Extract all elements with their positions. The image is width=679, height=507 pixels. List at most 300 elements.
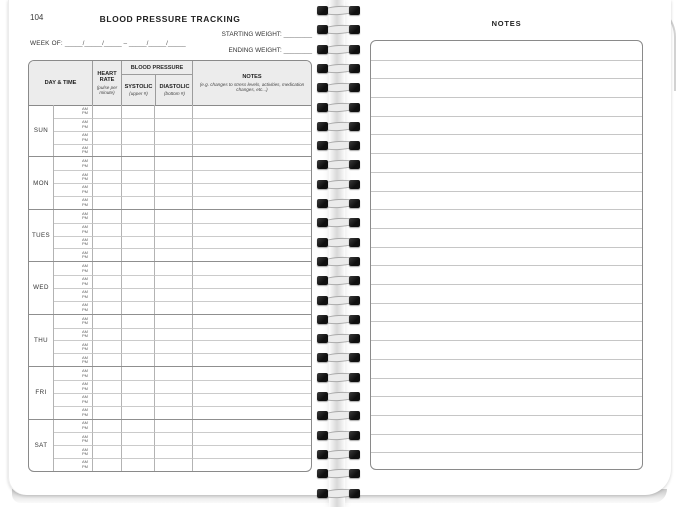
diastolic-entry-cell: [154, 393, 192, 406]
spiral-hole-right: [349, 334, 360, 343]
spiral-hole-right: [349, 180, 360, 189]
heart-rate-entry-cell: [92, 144, 121, 157]
diastolic-entry-cell: [154, 328, 192, 341]
spiral-hole-right: [349, 315, 360, 324]
pm-label: PM: [82, 123, 88, 129]
systolic-entry-cell: [121, 105, 154, 118]
spiral-ring: [316, 352, 362, 364]
spiral-ring: [316, 333, 362, 345]
week-of-label: WEEK OF:: [30, 40, 63, 47]
spiral-hole-left: [317, 315, 328, 324]
systolic-sublabel: (upper #): [129, 91, 148, 97]
ending-weight-label: ENDING WEIGHT:: [228, 47, 282, 54]
spiral-hole-left: [317, 103, 328, 112]
am-label: AM: [82, 171, 88, 177]
notes-entry-cell: [192, 380, 311, 393]
spiral-hole-right: [349, 450, 360, 459]
spiral-ring: [316, 5, 362, 17]
spiral-ring: [316, 44, 362, 56]
diastolic-entry-cell: [154, 445, 192, 458]
ampm-cell: [54, 353, 92, 366]
systolic-entry-cell: [121, 458, 154, 471]
ampm-cell: [54, 380, 92, 393]
spiral-hole-left: [317, 218, 328, 227]
spiral-hole-left: [317, 199, 328, 208]
pm-label: PM: [82, 333, 88, 339]
diastolic-entry-cell: [154, 223, 192, 236]
diastolic-entry-cell: [154, 170, 192, 183]
ampm-cell: [54, 340, 92, 353]
ruled-line: [371, 60, 642, 61]
ampm-cell: [54, 406, 92, 419]
notes-entry-cell: [192, 262, 311, 275]
diastolic-entry-cell: [154, 406, 192, 419]
ampm-cell: [54, 223, 92, 236]
pm-label: PM: [82, 464, 88, 470]
pm-label: PM: [82, 149, 88, 155]
spiral-hole-right: [349, 160, 360, 169]
bp-table-header: [29, 61, 311, 106]
notes-entry-cell: [192, 196, 311, 209]
notes-label: NOTES: [242, 74, 262, 81]
spiral-ring: [316, 372, 362, 384]
systolic-entry-cell: [121, 367, 154, 380]
pm-label: PM: [82, 228, 88, 234]
spiral-hole-left: [317, 334, 328, 343]
ruled-line: [371, 284, 642, 285]
heart-rate-entry-cell: [92, 458, 121, 471]
systolic-entry-cell: [121, 262, 154, 275]
heart-rate-entry-cell: [92, 406, 121, 419]
ruled-line: [371, 265, 642, 266]
am-label: AM: [82, 354, 88, 360]
spiral-hole-left: [317, 469, 328, 478]
ending-weight-blank: ________: [283, 47, 312, 54]
am-label: AM: [82, 381, 88, 387]
notes-entry-cell: [192, 131, 311, 144]
notes-entry-cell: [192, 288, 311, 301]
week-of-blank-fields: _____/_____/_____ – _____/_____/_____: [64, 40, 186, 47]
notes-box: [370, 40, 643, 470]
heart-rate-entry-cell: [92, 118, 121, 131]
am-label: AM: [82, 263, 88, 269]
systolic-entry-cell: [121, 157, 154, 170]
systolic-entry-cell: [121, 223, 154, 236]
systolic-entry-cell: [121, 210, 154, 223]
spiral-hole-right: [349, 276, 360, 285]
col-header-heart-rate: [92, 61, 121, 105]
pm-label: PM: [82, 281, 88, 287]
day-label: TUES: [29, 210, 54, 261]
day-row-thu: [29, 315, 311, 367]
systolic-entry-cell: [121, 118, 154, 131]
spiral-hole-left: [317, 353, 328, 362]
diastolic-entry-cell: [154, 367, 192, 380]
pm-label: PM: [82, 162, 88, 168]
starting-weight-blank: ________: [283, 31, 312, 38]
heart-rate-entry-cell: [92, 301, 121, 314]
diastolic-entry-cell: [154, 131, 192, 144]
spiral-hole-left: [317, 6, 328, 15]
spiral-hole-right: [349, 238, 360, 247]
ampm-cell: [54, 458, 92, 471]
heart-rate-sublabel: (pulse per minute): [96, 84, 118, 95]
spiral-ring: [316, 488, 362, 500]
systolic-entry-cell: [121, 144, 154, 157]
spiral-hole-left: [317, 411, 328, 420]
diastolic-entry-cell: [154, 340, 192, 353]
day-row-fri: [29, 367, 311, 419]
spiral-hole-left: [317, 373, 328, 382]
notes-entry-cell: [192, 183, 311, 196]
pm-label: PM: [82, 438, 88, 444]
spiral-hole-right: [349, 218, 360, 227]
spiral-ring: [316, 140, 362, 152]
pm-label: PM: [82, 385, 88, 391]
diastolic-entry-cell: [154, 105, 192, 118]
spiral-hole-left: [317, 64, 328, 73]
bp-table: [28, 60, 312, 472]
spiral-ring: [316, 121, 362, 133]
diastolic-entry-cell: [154, 315, 192, 328]
am-label: AM: [82, 210, 88, 216]
systolic-entry-cell: [121, 380, 154, 393]
pm-label: PM: [82, 254, 88, 260]
ruled-line: [371, 228, 642, 229]
ampm-cell: [54, 131, 92, 144]
diastolic-entry-cell: [154, 458, 192, 471]
ruled-line: [371, 116, 642, 117]
systolic-label: SYSTOLIC: [124, 83, 153, 90]
spiral-hole-left: [317, 276, 328, 285]
spiral-ring: [316, 217, 362, 229]
am-label: AM: [82, 236, 88, 242]
spiral-ring: [316, 295, 362, 307]
spiral-hole-right: [349, 411, 360, 420]
notes-entry-cell: [192, 445, 311, 458]
spiral-hole-left: [317, 238, 328, 247]
am-label: AM: [82, 315, 88, 321]
spiral-ring: [316, 82, 362, 94]
day-row-tues: [29, 210, 311, 262]
am-label: AM: [82, 105, 88, 111]
diastolic-entry-cell: [154, 157, 192, 170]
spiral-ring: [316, 314, 362, 326]
diastolic-entry-cell: [154, 183, 192, 196]
pm-label: PM: [82, 136, 88, 142]
ampm-cell: [54, 170, 92, 183]
ampm-cell: [54, 301, 92, 314]
ampm-cell: [54, 183, 92, 196]
diastolic-entry-cell: [154, 380, 192, 393]
heart-rate-entry-cell: [92, 393, 121, 406]
ruled-line: [371, 415, 642, 416]
ampm-cell: [54, 288, 92, 301]
spiral-hole-right: [349, 431, 360, 440]
heart-rate-label: HEART RATE: [97, 70, 117, 84]
ruled-line: [371, 191, 642, 192]
notes-page-title: NOTES: [491, 19, 522, 28]
starting-weight-line: [190, 31, 312, 38]
heart-rate-entry-cell: [92, 328, 121, 341]
notes-entry-cell: [192, 315, 311, 328]
day-label: WED: [29, 262, 54, 313]
am-label: AM: [82, 119, 88, 125]
systolic-entry-cell: [121, 432, 154, 445]
diastolic-entry-cell: [154, 236, 192, 249]
ampm-cell: [54, 118, 92, 131]
systolic-entry-cell: [121, 131, 154, 144]
notes-entry-cell: [192, 170, 311, 183]
ruled-line: [371, 303, 642, 304]
heart-rate-entry-cell: [92, 196, 121, 209]
heart-rate-entry-cell: [92, 340, 121, 353]
heart-rate-entry-cell: [92, 420, 121, 433]
systolic-entry-cell: [121, 275, 154, 288]
spiral-ring: [316, 179, 362, 191]
diastolic-entry-cell: [154, 353, 192, 366]
ampm-cell: [54, 157, 92, 170]
am-label: AM: [82, 197, 88, 203]
notes-entry-cell: [192, 105, 311, 118]
notes-entry-cell: [192, 328, 311, 341]
systolic-entry-cell: [121, 301, 154, 314]
heart-rate-entry-cell: [92, 288, 121, 301]
heart-rate-entry-cell: [92, 210, 121, 223]
notes-entry-cell: [192, 432, 311, 445]
col-header-day-time: DAY & TIME: [44, 79, 77, 86]
diastolic-entry-cell: [154, 275, 192, 288]
am-label: AM: [82, 407, 88, 412]
heart-rate-entry-cell: [92, 236, 121, 249]
pm-label: PM: [82, 176, 88, 182]
spiral-ring: [316, 237, 362, 249]
heart-rate-entry-cell: [92, 157, 121, 170]
spiral-hole-right: [349, 141, 360, 150]
pm-label: PM: [82, 451, 88, 457]
systolic-entry-cell: [121, 196, 154, 209]
systolic-entry-cell: [121, 393, 154, 406]
ampm-cell: [54, 248, 92, 261]
pm-label: PM: [82, 110, 88, 116]
diastolic-entry-cell: [154, 301, 192, 314]
ampm-cell: [54, 105, 92, 118]
ruled-line: [371, 97, 642, 98]
spiral-hole-right: [349, 64, 360, 73]
ruled-line: [371, 134, 642, 135]
spiral-ring: [316, 256, 362, 268]
spiral-ring: [316, 63, 362, 75]
diastolic-sublabel: (bottom #): [164, 91, 185, 97]
spiral-hole-right: [349, 257, 360, 266]
ending-weight-line: [190, 47, 312, 54]
ampm-cell: [54, 393, 92, 406]
heart-rate-entry-cell: [92, 315, 121, 328]
week-of-line: [30, 40, 186, 47]
day-row-mon: [29, 157, 311, 209]
pm-label: PM: [82, 411, 88, 417]
notes-entry-cell: [192, 144, 311, 157]
ruled-line: [371, 321, 642, 322]
notes-entry-cell: [192, 406, 311, 419]
spiral-hole-right: [349, 489, 360, 498]
pm-label: PM: [82, 346, 88, 352]
am-label: AM: [82, 420, 88, 426]
spiral-hole-left: [317, 122, 328, 131]
spiral-ring: [316, 24, 362, 36]
spiral-hole-left: [317, 83, 328, 92]
spiral-ring: [316, 391, 362, 403]
page-number: 104: [30, 13, 44, 22]
day-row-sun: [29, 105, 311, 157]
pm-label: PM: [82, 241, 88, 247]
ruled-line: [371, 434, 642, 435]
notes-entry-cell: [192, 223, 311, 236]
heart-rate-entry-cell: [92, 432, 121, 445]
spiral-hole-right: [349, 25, 360, 34]
am-label: AM: [82, 144, 88, 150]
pm-label: PM: [82, 267, 88, 273]
ampm-cell: [54, 445, 92, 458]
ruled-line: [371, 78, 642, 79]
spiral-hole-right: [349, 296, 360, 305]
pm-label: PM: [82, 320, 88, 326]
col-header-diastolic: [155, 75, 193, 105]
ruled-line: [371, 452, 642, 453]
notes-entry-cell: [192, 367, 311, 380]
ampm-cell: [54, 144, 92, 157]
spiral-hole-right: [349, 353, 360, 362]
am-label: AM: [82, 184, 88, 190]
spiral-hole-left: [317, 25, 328, 34]
pm-label: PM: [82, 189, 88, 195]
systolic-entry-cell: [121, 420, 154, 433]
ruled-line: [371, 340, 642, 341]
diastolic-entry-cell: [154, 248, 192, 261]
spiral-hole-left: [317, 392, 328, 401]
notes-entry-cell: [192, 340, 311, 353]
heart-rate-entry-cell: [92, 223, 121, 236]
am-label: AM: [82, 249, 88, 255]
am-label: AM: [82, 158, 88, 164]
notes-entry-cell: [192, 248, 311, 261]
notes-entry-cell: [192, 118, 311, 131]
ruled-line: [371, 359, 642, 360]
heart-rate-entry-cell: [92, 445, 121, 458]
notes-sublabel: (e.g. changes to stress levels, activities, medication changes, etc...): [199, 81, 305, 92]
day-row-sat: [29, 420, 311, 471]
systolic-entry-cell: [121, 328, 154, 341]
spiral-hole-left: [317, 257, 328, 266]
spiral-hole-left: [317, 431, 328, 440]
heart-rate-entry-cell: [92, 275, 121, 288]
heart-rate-entry-cell: [92, 248, 121, 261]
diastolic-entry-cell: [154, 288, 192, 301]
col-header-systolic: [122, 75, 155, 105]
heart-rate-entry-cell: [92, 262, 121, 275]
pm-label: PM: [82, 424, 88, 430]
systolic-entry-cell: [121, 183, 154, 196]
heart-rate-entry-cell: [92, 353, 121, 366]
ruled-line: [371, 153, 642, 154]
spiral-hole-left: [317, 296, 328, 305]
notes-entry-cell: [192, 301, 311, 314]
ruled-line: [371, 396, 642, 397]
diastolic-label: DIASTOLIC: [159, 83, 190, 90]
spiral-ring: [316, 102, 362, 114]
diastolic-entry-cell: [154, 420, 192, 433]
notes-entry-cell: [192, 353, 311, 366]
systolic-entry-cell: [121, 315, 154, 328]
heart-rate-entry-cell: [92, 183, 121, 196]
am-label: AM: [82, 224, 88, 230]
col-header-notes: [192, 61, 311, 105]
notes-entry-cell: [192, 157, 311, 170]
spiral-hole-right: [349, 373, 360, 382]
spiral-ring: [316, 159, 362, 171]
spiral-hole-right: [349, 122, 360, 131]
blood-pressure-label: BLOOD PRESSURE: [122, 61, 192, 75]
spiral-hole-right: [349, 45, 360, 54]
pm-label: PM: [82, 306, 88, 312]
heart-rate-entry-cell: [92, 105, 121, 118]
pm-label: PM: [82, 398, 88, 404]
ruled-line: [371, 378, 642, 379]
ruled-line: [371, 172, 642, 173]
spiral-ring: [316, 410, 362, 422]
notes-entry-cell: [192, 420, 311, 433]
am-label: AM: [82, 276, 88, 282]
diastolic-entry-cell: [154, 118, 192, 131]
ruled-line: [371, 247, 642, 248]
am-label: AM: [82, 132, 88, 138]
diastolic-entry-cell: [154, 196, 192, 209]
spiral-hole-right: [349, 6, 360, 15]
spiral-ring: [316, 449, 362, 461]
systolic-entry-cell: [121, 406, 154, 419]
ampm-cell: [54, 210, 92, 223]
spiral-hole-left: [317, 141, 328, 150]
diastolic-entry-cell: [154, 210, 192, 223]
spiral-hole-right: [349, 103, 360, 112]
spiral-ring: [316, 198, 362, 210]
notes-entry-cell: [192, 275, 311, 288]
spiral-hole-right: [349, 199, 360, 208]
spiral-hole-right: [349, 392, 360, 401]
spiral-hole-left: [317, 450, 328, 459]
systolic-entry-cell: [121, 353, 154, 366]
page-title: BLOOD PRESSURE TRACKING: [99, 14, 241, 24]
ampm-cell: [54, 420, 92, 433]
systolic-entry-cell: [121, 445, 154, 458]
spiral-hole-left: [317, 45, 328, 54]
systolic-entry-cell: [121, 236, 154, 249]
ampm-cell: [54, 196, 92, 209]
diastolic-entry-cell: [154, 144, 192, 157]
am-label: AM: [82, 394, 88, 400]
am-label: AM: [82, 302, 88, 308]
spiral-hole-left: [317, 160, 328, 169]
am-label: AM: [82, 289, 88, 295]
day-label: MON: [29, 157, 54, 208]
am-label: AM: [82, 341, 88, 347]
pm-label: PM: [82, 359, 88, 365]
heart-rate-entry-cell: [92, 131, 121, 144]
ampm-cell: [54, 275, 92, 288]
heart-rate-entry-cell: [92, 380, 121, 393]
blood-pressure-subcolumns: [122, 75, 192, 105]
spiral-hole-right: [349, 83, 360, 92]
